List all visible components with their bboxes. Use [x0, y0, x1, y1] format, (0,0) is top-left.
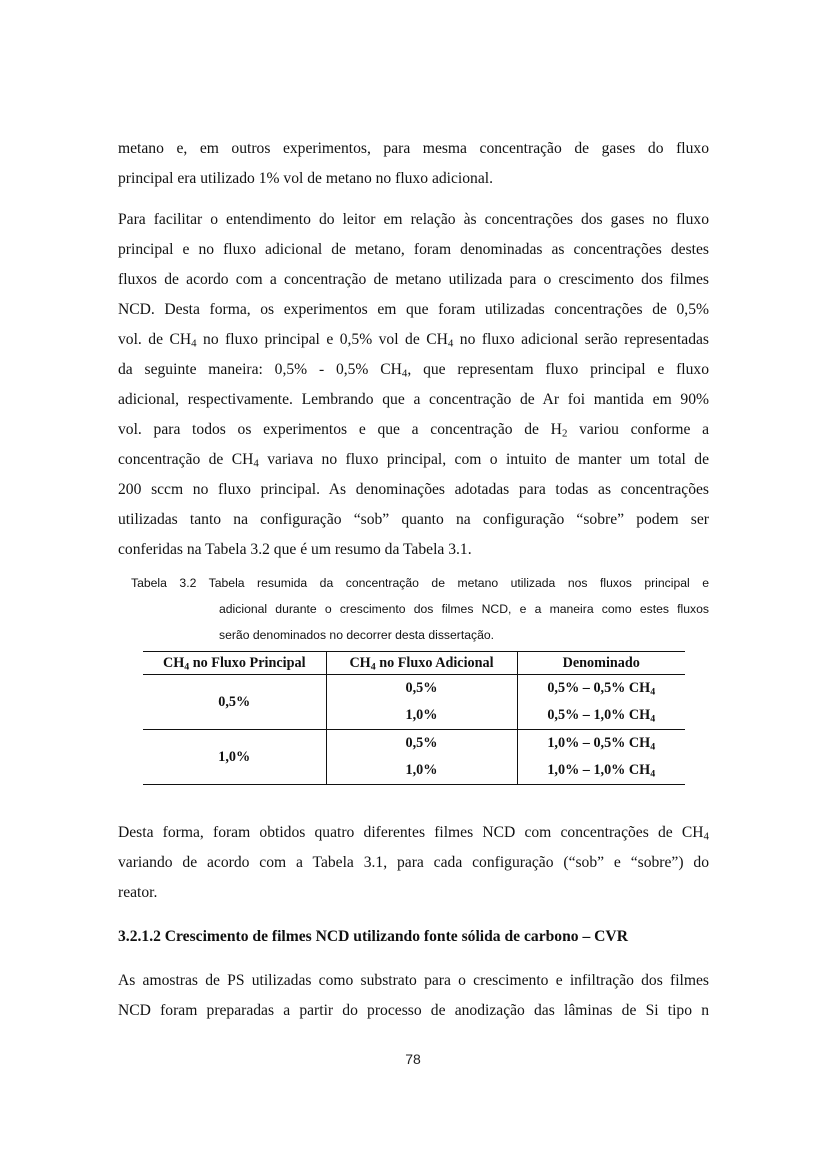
section-heading: 3.2.1.2 Crescimento de filmes NCD utilizando fonte sólida de carbono – CVR: [118, 928, 628, 945]
paragraph-line: [118, 445, 709, 475]
paragraph-3: [118, 818, 709, 908]
subscript: 4: [401, 367, 408, 380]
paragraph-1: [118, 134, 709, 194]
cell-adicional: 0,5%: [326, 730, 517, 758]
paragraph-line: conferidas na Tabela 3.2 que é um resumo da Tabela 3.1.: [118, 541, 472, 558]
text-run: Desta forma, foram obtidos quatro diferentes filmes NCD com concentrações de CH: [118, 824, 704, 841]
text-run: 1,0% – 0,5% CH: [547, 735, 651, 751]
paragraph-line: fluxos de acordo com a concentração de metano utilizada para o crescimento dos filmes: [118, 271, 709, 288]
table-row: [143, 675, 685, 703]
cell-denominado: [517, 757, 685, 785]
subscript: 4: [447, 337, 454, 350]
subscript: 4: [184, 660, 190, 672]
text-run: , que representam fluxo principal e fluxo: [407, 361, 709, 378]
table-caption-line: adicional durante o crescimento dos filmes NCD, e a maneira como estes fluxos: [219, 602, 709, 616]
paragraph-line: metano e, em outros experimentos, para mesma concentração de gases do fluxo: [118, 140, 709, 157]
header-principal: [143, 652, 326, 675]
subscript: 4: [253, 457, 259, 470]
cell-principal: 0,5%: [143, 675, 326, 730]
text-run: variava no fluxo principal, com o intuito de manter um total de: [258, 451, 709, 468]
subscript: 2: [561, 427, 568, 440]
paragraph-line: adicional, respectivamente. Lembrando que a concentração de Ar foi mantida em 90%: [118, 391, 709, 408]
paragraph-line: [118, 818, 709, 848]
text-run: 0,5% – 0,5% CH: [547, 680, 651, 696]
header-denominado: Denominado: [517, 652, 685, 675]
subscript: 4: [703, 830, 709, 843]
text-run: concentração de CH: [118, 451, 254, 468]
cell-adicional: 1,0%: [326, 702, 517, 730]
text-run: vol. para todos os experimentos e que a concentração de H: [118, 421, 562, 438]
paragraph-line: 200 sccm no fluxo principal. As denominações adotadas para todas as concentrações: [118, 481, 709, 498]
paragraph-line: reator.: [118, 884, 158, 901]
paragraph-line: Para facilitar o entendimento do leitor em relação às concentrações dos gases no fluxo: [118, 211, 709, 228]
text-run: no Fluxo Adicional: [375, 654, 494, 671]
text-run: 0,5% – 1,0% CH: [547, 707, 651, 723]
subscript: 4: [370, 660, 376, 672]
paragraph-line: [118, 355, 709, 385]
table-caption-line: serão denominados no decorrer desta dissertação.: [219, 628, 495, 642]
paragraph-line: principal era utilizado 1% vol de metano no fluxo adicional.: [118, 170, 493, 187]
subscript: 4: [650, 741, 656, 753]
paragraph-line: As amostras de PS utilizadas como substrato para o crescimento e infiltração dos filmes: [118, 972, 709, 989]
paragraph-line: [118, 415, 709, 445]
paragraph-line: principal e no fluxo adicional de metano, foram denominadas as concentrações destes: [118, 241, 709, 258]
cell-denominado: [517, 675, 685, 703]
cell-denominado: [517, 730, 685, 758]
header-adicional: [326, 652, 517, 675]
paragraph-line: utilizadas tanto na configuração “sob” quanto na configuração “sobre” podem ser: [118, 511, 709, 528]
cell-adicional: 0,5%: [326, 675, 517, 703]
cell-principal: 1,0%: [143, 730, 326, 785]
table-row: [143, 730, 685, 758]
text-run: 1,0% – 1,0% CH: [547, 762, 651, 778]
text-run: CH: [349, 654, 371, 671]
summary-table: [143, 651, 685, 785]
paragraph-line: variando de acordo com a Tabela 3.1, para cada configuração (“sob” e “sobre”) do: [118, 854, 709, 871]
table-caption-line: Tabela 3.2 Tabela resumida da concentração de metano utilizada nos fluxos principal e: [131, 576, 709, 590]
text-run: CH: [162, 654, 185, 671]
paragraph-line: [118, 325, 709, 355]
text-run: vol. de CH: [118, 331, 192, 348]
text-run: no fluxo principal e 0,5% vol de CH: [196, 331, 448, 348]
text-run: no fluxo adicional serão representadas: [453, 331, 709, 348]
page-number: 78: [405, 1051, 421, 1067]
subscript: 4: [650, 686, 656, 698]
subscript: 4: [191, 337, 197, 350]
subscript: 4: [650, 713, 656, 725]
subscript: 4: [650, 768, 656, 780]
text-run: variou conforme a: [567, 421, 710, 438]
cell-denominado: [517, 702, 685, 730]
paragraph-4: [118, 966, 709, 1026]
table-header-row: [143, 652, 685, 675]
paragraph-line: NCD foram preparadas a partir do processo de anodização das lâminas de Si tipo n: [118, 1002, 709, 1019]
paragraph-line: NCD. Desta forma, os experimentos em que foram utilizadas concentrações de 0,5%: [118, 301, 709, 318]
cell-adicional: 1,0%: [326, 757, 517, 785]
text-run: no Fluxo Principal: [189, 654, 306, 671]
text-run: da seguinte maneira: 0,5% - 0,5% CH: [118, 361, 402, 378]
paragraph-2: [118, 205, 709, 565]
